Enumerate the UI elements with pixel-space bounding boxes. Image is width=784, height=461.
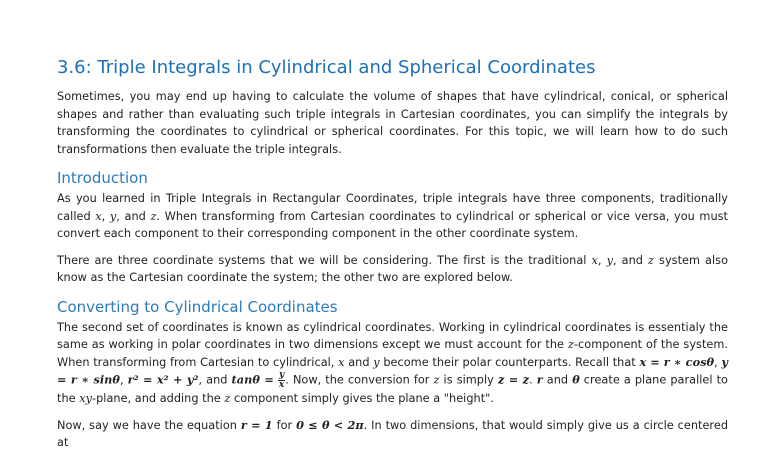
page-title: 3.6: Triple Integrals in Cylindrical and Spherical Coordinates [57, 57, 596, 78]
cylindrical-paragraph-1: The second set of coordinates is known as cylindrical coordinates. Working in cylindrical coordinates is essentialy the same as working in polar coordinates in two dimensions except we must account for the z-component of the system. When transforming from Cartesian to cylindrical, x and y become their polar counterparts. Recall that x = r ∗ cosθ, y = r ∗ sinθ, r² = x² + y², and tanθ = $\frac{y}{x}$ . Now, the conversion for z is simply z = z. r and θ create a plane parallel to the xy-plane, and adding the z component simply gives the plane a "height". [57, 320, 729, 405]
cylindrical-paragraph-2: Now, say we have the equation r = 1 for 0 ≤ θ < 2π. In two dimensions, that would simply give us a circle centered at [57, 417, 729, 449]
cylindrical-heading: Converting to Cylindrical Coordinates [57, 297, 338, 316]
article-content [57, 56, 728, 461]
equation-tan: tanθ = [231, 372, 274, 387]
equation-theta-range: 0 ≤ θ < 2π [296, 417, 364, 432]
fraction-y-over-x: $\frac{y}{x}$ [278, 370, 285, 390]
equation-y: y = r ∗ sinθ [57, 354, 728, 387]
equation-r-squared: r² = x² + y² [127, 372, 199, 387]
introduction-heading: Introduction [57, 169, 148, 187]
introduction-paragraph-1: As you learned in Triple Integrals in Rectangular Coordinates, triple integrals have three components, traditionally called x, y, and z. When transforming from Cartesian coordinates to cylindrical or spherical or vice versa, you must convert each component to their corresponding component in the other coordinate system. [57, 192, 728, 240]
introduction-paragraph-2: There are three coordinate systems that we will be considering. The first is the traditional x, y, and z system also know as the Cartesian coordinate the system; the other two are explored below. [57, 253, 728, 284]
equation-x: x = r ∗ cosθ [639, 354, 715, 369]
intro-paragraph: Sometimes, you may end up having to calculate the volume of shapes that have cylindrical, conical, or spherical shapes and rather than evaluating such triple integrals in Cartesian coordinates, you can simplify the integrals by transforming the coordinates to cylindrical or spherical coordinates. For this topic, we will learn how to do such transformations then evaluate the triple integrals. [57, 90, 728, 156]
equation-z: z = z [497, 372, 530, 387]
equation-r-equals-1: r = 1 [240, 417, 273, 432]
